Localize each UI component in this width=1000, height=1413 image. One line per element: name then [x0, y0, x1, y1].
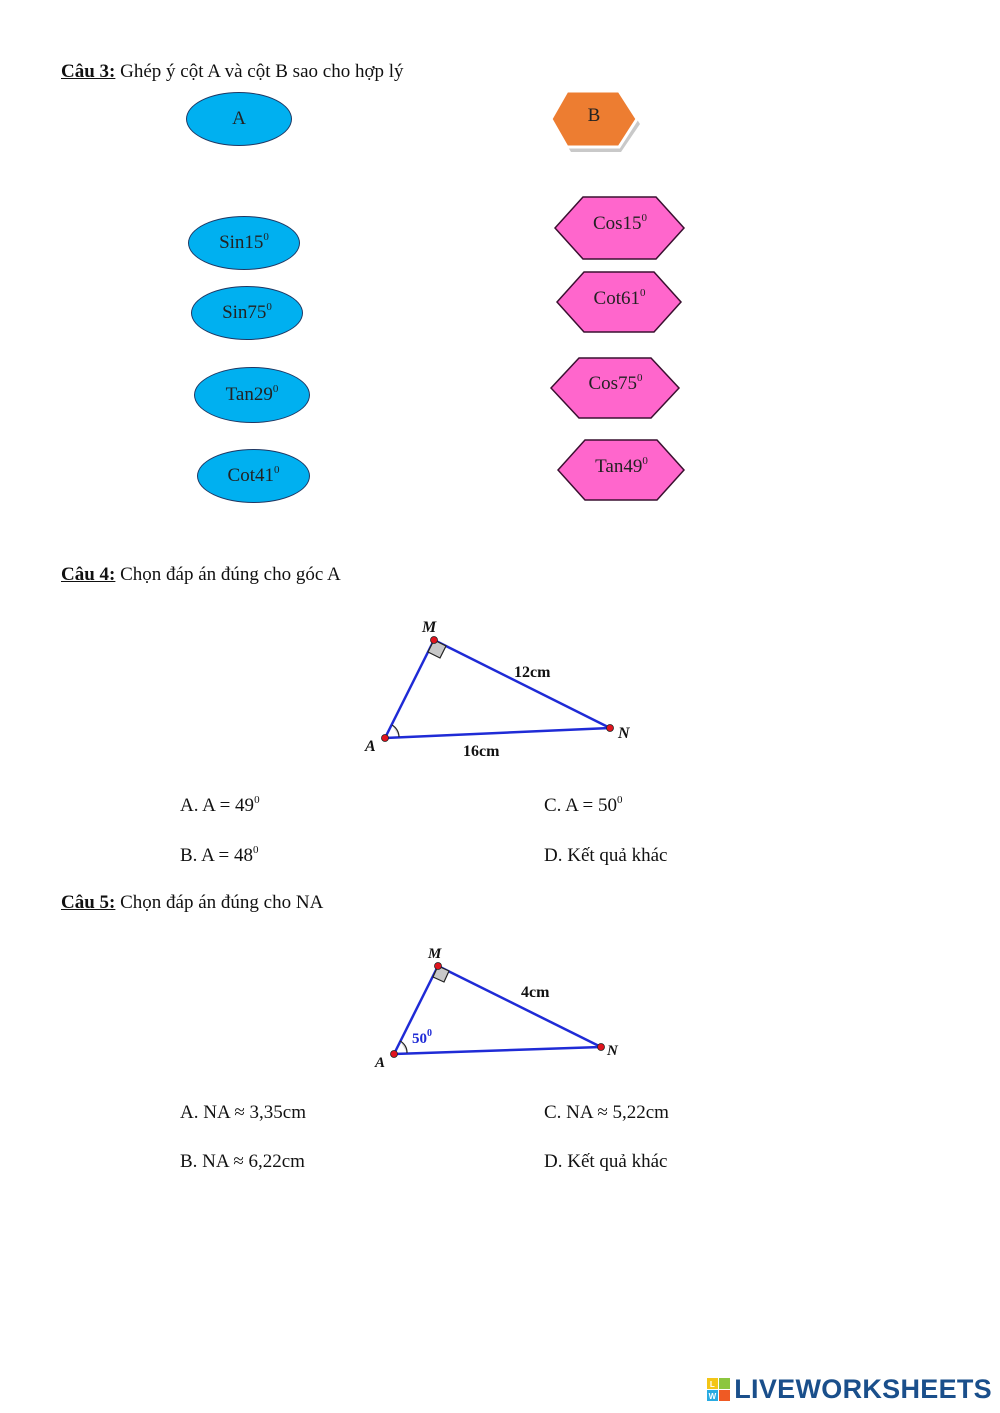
q4-label-m: M	[422, 619, 437, 636]
q5-triangle-figure	[350, 935, 650, 1075]
col-b-item-3-text: $Cos75^0$	[588, 372, 643, 394]
col-a-item-4-text: $Cot41^0$	[227, 464, 280, 486]
q5-label-n: N	[607, 1043, 618, 1059]
col-b-item-4[interactable]	[557, 439, 686, 501]
col-a-item-1-text: $Sin15^0$	[219, 231, 269, 253]
svg-text:L: L	[710, 1379, 716, 1389]
q5-angle-arc	[400, 1041, 407, 1053]
q4-triangle	[385, 640, 610, 738]
q3-text: Ghép ý cột A và cột B sao cho hợp lý	[115, 61, 404, 82]
q4-label-n: N	[618, 725, 630, 742]
q5-option-b[interactable]: B. NA ≈ 6,22cm	[180, 1151, 305, 1172]
q4-label-a: A	[365, 738, 376, 755]
liveworksheets-brand-text: LIVEWORKSHEETS	[734, 1374, 992, 1404]
column-a-header	[186, 92, 292, 146]
q4-triangle-figure	[350, 610, 650, 770]
q4-option-a[interactable]: A. $A = 49^0$	[180, 794, 260, 816]
q5-vertex-n	[598, 1044, 605, 1051]
q4-option-b[interactable]: B. $A = 48^0$	[180, 844, 259, 866]
q5-angle-label: $50^0$	[412, 1028, 432, 1047]
col-b-item-2[interactable]	[556, 271, 683, 333]
column-b-header	[549, 88, 643, 154]
col-b-item-1[interactable]	[554, 196, 686, 260]
q3-label: Câu 3:	[61, 61, 116, 82]
liveworksheets-icon	[707, 1378, 731, 1402]
q4-text: Chọn đáp án đúng cho góc A	[115, 564, 341, 585]
col-b-item-4-text: $Tan49^0$	[595, 455, 648, 477]
column-a-header-label: A	[232, 108, 246, 129]
col-a-item-1[interactable]	[188, 216, 300, 270]
liveworksheets-logo	[707, 1374, 992, 1405]
q5-label-m: M	[428, 946, 442, 962]
q5-vertex-m	[435, 963, 442, 970]
col-a-item-3-text: $Tan29^0$	[225, 383, 279, 405]
col-a-item-4[interactable]	[197, 449, 310, 503]
q4-side-an: 16cm	[463, 743, 500, 760]
column-b-header-label: B	[587, 105, 601, 126]
q5-label: Câu 5:	[61, 892, 116, 913]
q5-option-d[interactable]: D. Kết quả khác	[544, 1151, 668, 1172]
q5-heading	[61, 892, 323, 914]
q5-option-c[interactable]: C. NA ≈ 5,22cm	[544, 1102, 669, 1123]
q4-vertex-m	[431, 637, 438, 644]
q5-label-a: A	[375, 1055, 386, 1071]
q5-text: Chọn đáp án đúng cho NA	[115, 892, 324, 913]
col-b-item-2-text: $Cot61^0$	[593, 287, 646, 309]
q3-heading	[61, 61, 404, 83]
svg-text:W: W	[708, 1391, 717, 1401]
q4-side-mn: 12cm	[514, 664, 551, 681]
q4-right-angle-marker	[428, 640, 446, 658]
q4-option-c[interactable]: C. $A = 50^0$	[544, 794, 623, 816]
col-b-item-1-text: $Cos15^0$	[592, 212, 648, 234]
q4-vertex-n	[607, 725, 614, 732]
col-b-item-3[interactable]	[550, 357, 681, 419]
q4-label: Câu 4:	[61, 564, 116, 585]
q4-angle-arc	[392, 725, 399, 737]
q5-option-a[interactable]: A. NA ≈ 3,35cm	[180, 1102, 307, 1123]
q4-vertex-a	[382, 735, 389, 742]
q4-option-d[interactable]: D. Kết quả khác	[544, 845, 668, 866]
q5-side-mn: 4cm	[521, 984, 550, 1001]
col-a-item-2[interactable]	[191, 286, 303, 340]
col-a-item-3[interactable]	[194, 367, 310, 423]
q4-heading	[61, 564, 341, 586]
q5-vertex-a	[391, 1051, 398, 1058]
col-a-item-2-text: $Sin75^0$	[222, 301, 272, 323]
